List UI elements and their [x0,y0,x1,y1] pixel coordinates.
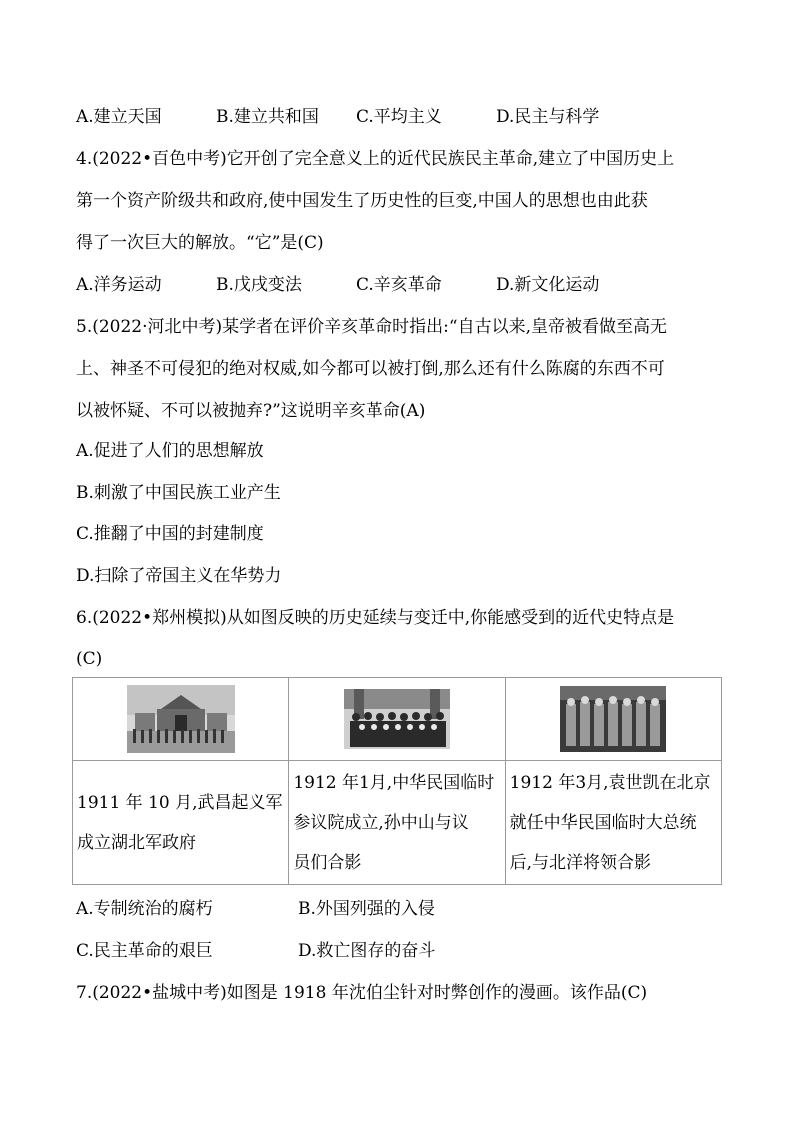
q6-photo-row [73,678,722,761]
q5-stem-line-2: 上、神圣不可侵犯的绝对权威,如今都可以被打倒,那么还有什么陈腐的东西不可 [76,359,665,379]
q7-stem-line-1: 7.(2022•盐城中考)如图是 1918 年沈伯尘针对时弊创作的漫画。该作品(C) [76,983,648,1003]
q6-caption-3-line-2: 就任中华民国临时大总统 [509,812,697,833]
q6-option-c: C.民主革命的艰巨 [76,941,213,961]
q4-option-c: C.辛亥革命 [356,275,442,295]
q3-option-b: B.建立共和国 [216,107,319,127]
q6-caption-1 [73,761,289,885]
q6-option-b: B.外国列强的入侵 [298,899,435,919]
q6-photo-cell-3 [505,678,721,761]
q6-caption-2-line-1: 1912 年1月,中华民国临时 [293,772,495,793]
q3-option-a: A.建立天国 [76,107,162,127]
q4-option-a: A.洋务运动 [76,275,162,295]
q6-caption-2-line-3: 员们合影 [293,852,362,873]
q5-stem-line-1: 5.(2022·河北中考)某学者在评价辛亥革命时指出:“自古以来,皇帝被看做至高无 [76,317,667,337]
q6-option-a: A.专制统治的腐朽 [76,899,213,919]
wuchang-government-photo [127,685,235,753]
q3-option-c: C.平均主义 [356,107,442,127]
q6-caption-row [73,761,722,885]
q6-photo-cell-2 [289,678,505,761]
q5-option-a: A.促进了人们的思想解放 [76,441,264,461]
q6-stem-line-2: (C) [76,649,103,669]
q6-caption-1-line-1: 1911 年 10 月,武昌起义军 [77,792,283,813]
q6-caption-2 [289,761,505,885]
q6-table [72,677,722,885]
q5-option-b: B.刺激了中国民族工业产生 [76,483,281,503]
beiyang-generals-photo [560,686,666,752]
q4-stem-line-2: 第一个资产阶级共和政府,使中国发生了历史性的巨变,中国人的思想也由此获 [76,191,648,211]
q6-photo-cell-1 [73,678,289,761]
q6-stem-line-1: 6.(2022•郑州模拟)从如图反映的历史延续与变迁中,你能感受到的近代史特点是 [76,608,675,628]
q6-option-d: D.救亡图存的奋斗 [298,941,436,961]
q5-stem-line-3: 以被怀疑、不可以被抛弃?”这说明辛亥革命(A) [76,401,426,421]
q6-caption-3 [505,761,721,885]
q6-caption-3-line-1: 1912 年3月,袁世凯在北京 [509,772,711,793]
q6-caption-3-line-3: 后,与北洋将领合影 [509,852,652,873]
q5-option-d: D.扫除了帝国主义在华势力 [76,566,282,586]
q3-option-d: D.民主与科学 [496,107,600,127]
senate-group-photo [344,689,450,749]
q4-option-d: D.新文化运动 [496,275,600,295]
q6-caption-2-line-2: 参议院成立,孙中山与议 [293,812,469,833]
q4-option-b: B.戊戌变法 [216,275,302,295]
q4-stem-line-3: 得了一次巨大的解放。“它”是(C) [76,233,324,253]
q6-caption-1-line-2: 成立湖北军政府 [77,832,196,853]
q4-stem-line-1: 4.(2022•百色中考)它开创了完全意义上的近代民族民主革命,建立了中国历史上 [76,149,675,169]
q5-option-c: C.推翻了中国的封建制度 [76,524,264,544]
